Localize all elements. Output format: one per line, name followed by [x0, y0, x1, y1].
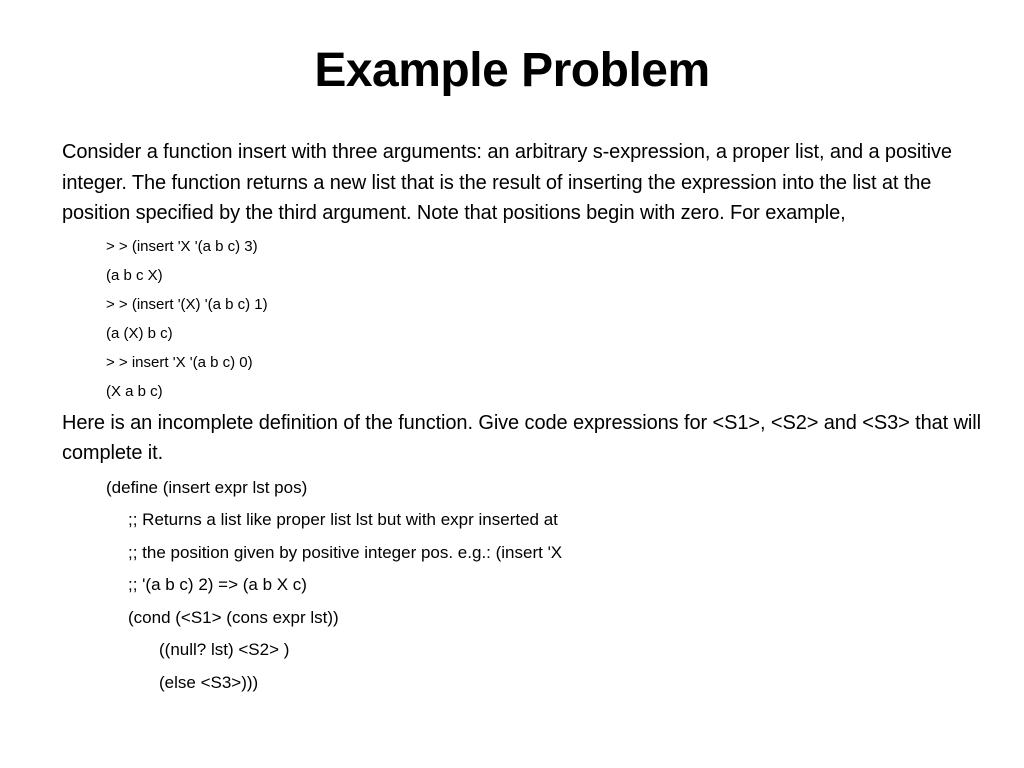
code-line: (cond (<S1> (cons expr lst)) [128, 607, 339, 627]
code-comment-line: ;; Returns a list like proper list lst but with expr inserted at [128, 510, 558, 529]
example-line: > > (insert '(X) '(a b c) 1) [106, 295, 268, 313]
code-line: ((null? lst) <S2> ) [159, 640, 290, 659]
code-line: (else <S3>))) [159, 672, 259, 692]
slide-title: Example Problem [314, 44, 710, 97]
example-line: > > (insert 'X '(a b c) 3) [106, 237, 258, 255]
code-line: (define (insert expr lst pos) [106, 477, 308, 497]
example-line: (a (X) b c) [106, 324, 173, 342]
code-block [62, 472, 982, 700]
question-paragraph: Here is an incomplete definition of the function. Give code expressions for <S1>, <S2> and <S3> that will complete it. [62, 411, 981, 464]
example-line: (a b c X) [106, 266, 163, 284]
slide-body [62, 137, 982, 699]
code-comment-line: ;; the position given by positive integer pos. e.g.: (insert 'X [128, 542, 563, 562]
example-list [62, 232, 982, 406]
example-line: (X a b c) [106, 382, 163, 400]
code-comment-line: ;; '(a b c) 2) => (a b X c) [128, 575, 307, 594]
intro-paragraph: Consider a function insert with three arguments: an arbitrary s-expression, a proper list, and a positive integer. The function returns a new list that is the result of inserting the expression into the list at the position specified by the third argument. Note that positions begin with zero. For example, [62, 141, 952, 224]
example-line: > > insert 'X '(a b c) 0) [106, 353, 253, 371]
